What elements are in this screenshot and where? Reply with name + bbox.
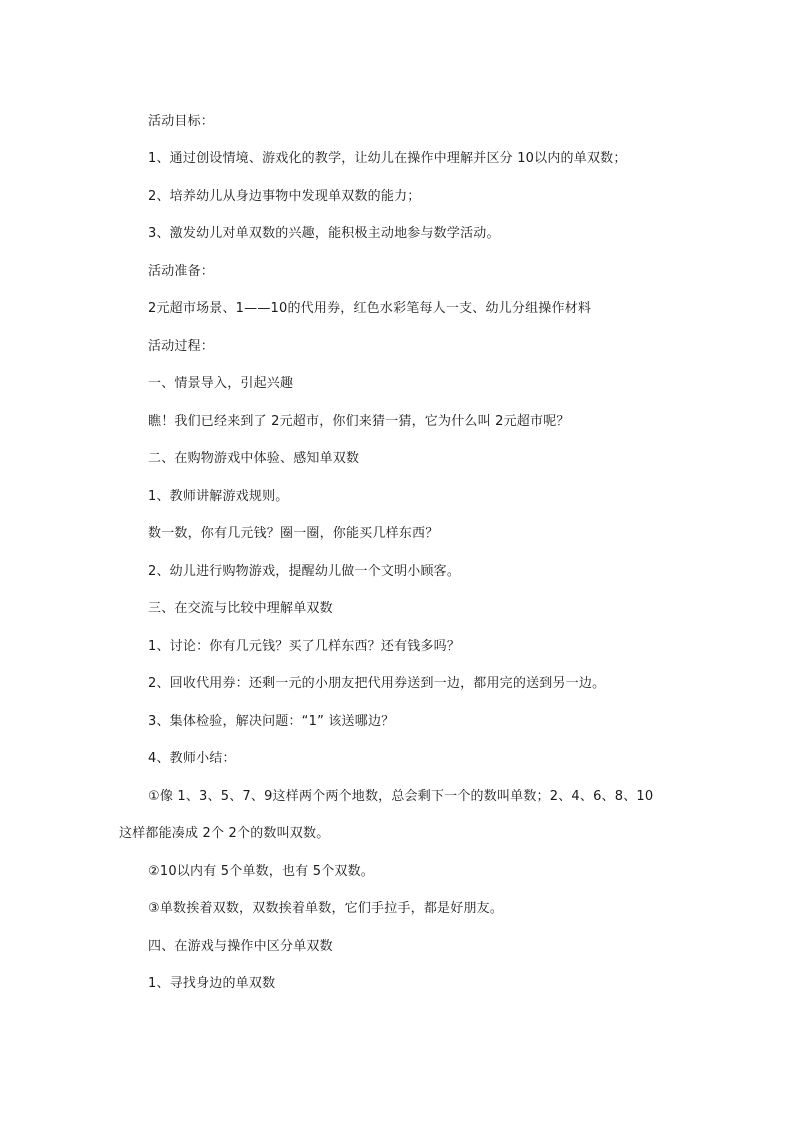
summary-point-1: ①像 1、3、5、7、9这样两个两个地数，总会剩下一个的数叫单数；2、4、6、8、10 [148, 789, 654, 804]
section-2-item-2: 2、幼儿进行购物游戏，提醒幼儿做一个文明小顾客。 [148, 564, 461, 579]
section-1-title: 一、情景导入，引起兴趣 [148, 376, 294, 391]
section-3-item-4: 4、教师小结： [148, 751, 236, 766]
summary-point-2: ②10以内有 5个单数，也有 5个双数。 [148, 864, 375, 879]
section-3-item-1: 1、讨论：你有几元钱？买了几样东西？还有钱多吗？ [148, 639, 461, 654]
summary-point-1-continued: 这样都能凑成 2个 2个的数叫双数。 [119, 826, 330, 841]
section-3-item-2: 2、回收代用券：还剩一元的小朋友把代用券送到一边，都用完的送到另一边。 [148, 676, 606, 691]
heading-activity-preparation: 活动准备： [148, 264, 215, 279]
section-2-item-1: 1、教师讲解游戏规则。 [148, 489, 289, 504]
summary-point-3: ③单数挨着双数，双数挨着单数，它们手拉手，都是好朋友。 [148, 901, 504, 916]
section-3-title: 三、在交流与比较中理解单双数 [148, 601, 333, 616]
section-3-item-3: 3、集体检验，解决问题：“1” 该送哪边？ [148, 714, 395, 729]
section-1-text: 瞧！我们已经来到了 2元超市，你们来猜一猜，它为什么叫 2元超市呢？ [148, 414, 570, 429]
section-2-text: 数一数，你有几元钱？圈一圈，你能买几样东西？ [148, 526, 439, 541]
goal-item-2: 2、培养幼儿从身边事物中发现单双数的能力； [148, 189, 421, 204]
section-4-item-1: 1、寻找身边的单双数 [148, 976, 276, 991]
heading-activity-goals: 活动目标： [148, 114, 215, 129]
preparation-text: 2元超市场景、1——10的代用券，红色水彩笔每人一支、幼儿分组操作材料 [148, 301, 592, 316]
goal-item-1: 1、通过创设情境、游戏化的教学，让幼儿在操作中理解并区分 10以内的单双数； [148, 151, 627, 166]
section-4-title: 四、在游戏与操作中区分单双数 [148, 939, 333, 954]
section-2-title: 二、在购物游戏中体验、感知单双数 [148, 451, 360, 466]
heading-activity-process: 活动过程： [148, 339, 215, 354]
goal-item-3: 3、激发幼儿对单双数的兴趣，能积极主动地参与数学活动。 [148, 226, 500, 241]
